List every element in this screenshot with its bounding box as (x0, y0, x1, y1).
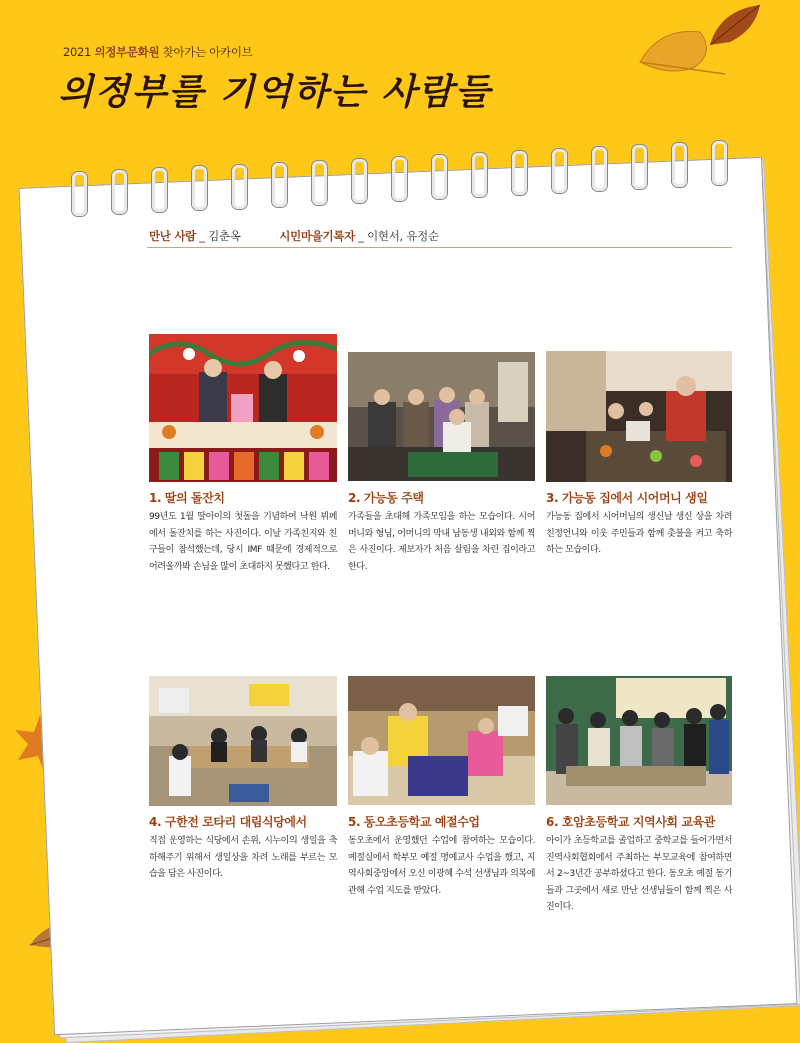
photo-title: 6. 호암초등학교 지역사회 교육관 (546, 815, 715, 829)
photo-caption: 아이가 초등학교를 졸업하고 중학교를 들어가면서 진역사회협회에서 주최하는 부모교육에 참여하면서 2~3년간 공부하셨다고 한다. 동오초 예절 동기들과 그곳에서 새로 만난 선생님들이 함께 찍은 사진이다. (546, 836, 732, 912)
photo-title: 4. 구한전 로타리 대림식당에서 (149, 815, 307, 829)
photo-ganeung-house (348, 352, 535, 481)
page-title: 의정부를 기억하는 사람들 (58, 71, 492, 113)
photo-etiquette-class (348, 676, 535, 805)
header-org: 의정부문화원 (94, 45, 160, 59)
photo-caption: 동오초에서 운영했던 수업에 참여하는 모습이다. 예절실에서 학부모 예절 명예교사 수업을 했고, 지역사회중앙에서 오신 이광혜 수석 선생님과 의복에 관해 수업 지도를 받았다. (348, 836, 535, 896)
header-series: 찾아가는 아카이브 (162, 45, 253, 59)
interviewee-label: 만난 사람 (149, 229, 196, 243)
photo-title: 2. 가능동 주택 (348, 491, 424, 505)
recorder-names: 이현서, 유정순 (367, 229, 439, 243)
photo-caption: 직접 운영하는 식당에서 손위, 시누이의 생일을 축하해주기 위해서 생일상을 차려 노래를 부르는 모습을 담은 사진이다. (149, 836, 337, 879)
photo-hoam-community-center (546, 676, 732, 805)
photo-mother-in-law-birthday (546, 351, 732, 482)
header-year: 2021 (63, 45, 92, 59)
photo-title: 1. 딸의 돌잔치 (149, 491, 225, 505)
photo-first-birthday (149, 334, 337, 482)
photo-caption: 가족들을 초대해 가족모임을 하는 모습이다. 시어머니와 형님, 어머니의 막내 남동생 내외와 함께 찍은 사진이다. 제보자가 처음 살림을 차린 집이라고 한다. (348, 512, 535, 572)
photo-title: 3. 가능동 집에서 시어머니 생일 (546, 491, 708, 505)
recorder-label: 시민마을기록자 (279, 229, 355, 243)
credits-line: 만난 사람 _ 김춘옥 시민마을기록자 _ 이현서, 유정순 (149, 229, 439, 243)
interviewee-name: 김춘옥 (208, 229, 241, 243)
photo-caption: 99년도 1월 딸아이의 첫돌을 기념하여 낙원 뷔페에서 돌잔치를 하는 사진이다. 이날 가족친지와 친구들이 참석했는데, 당시 IMF 때문에 경제적으로 어려울까봐 손님을 많이 초대하지 못했다고 한다. (149, 512, 337, 572)
photo-daelim-restaurant (149, 676, 337, 806)
divider (147, 247, 732, 248)
photo-caption: 가능동 집에서 시어머님의 생신날 생신 상을 차려 친정언니와 이웃 주민들과 함께 촛불을 켜고 축하하는 모습이다. (546, 512, 732, 555)
photo-title: 5. 동오초등학교 예절수업 (348, 815, 480, 829)
